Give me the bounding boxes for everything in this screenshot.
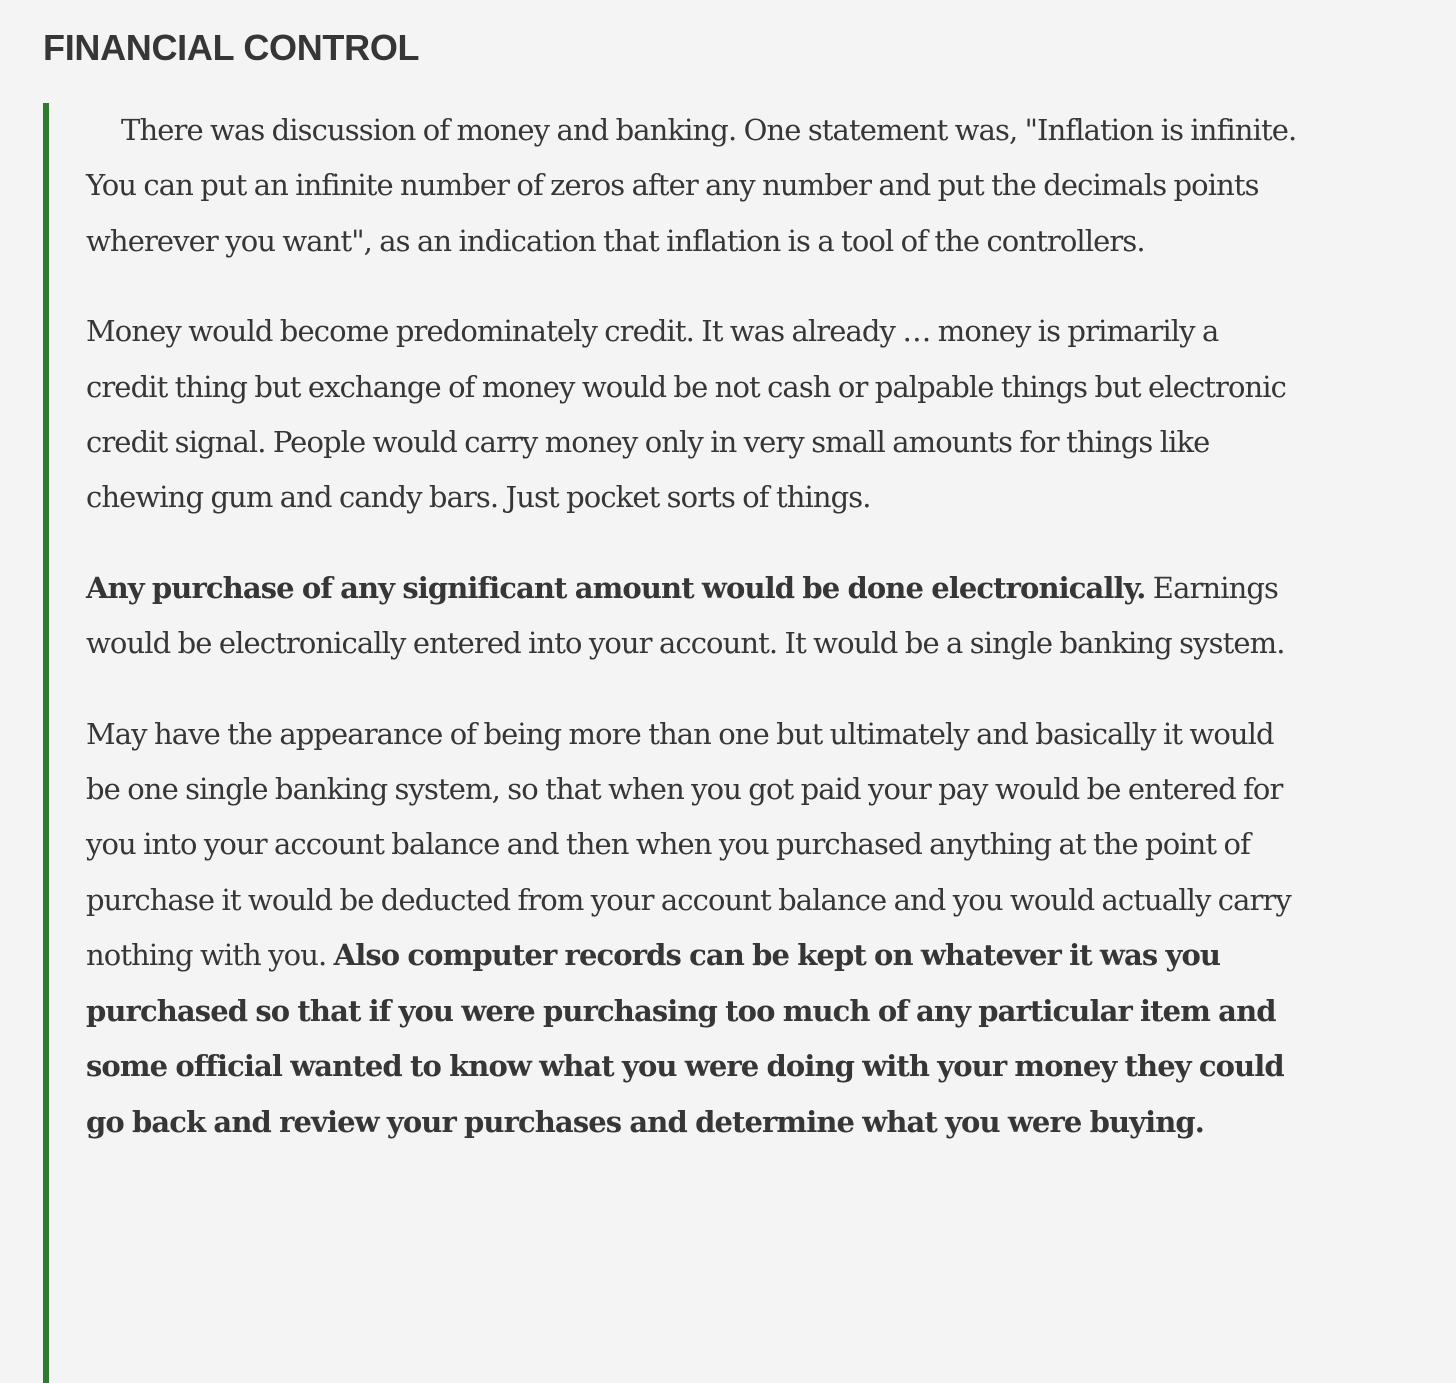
quote-paragraph-4-text: May have the appearance of being more than one but ultimately and basically it would be one single banking system, so that when you got paid your pay would be entered for you into your account balance and then when you purchased anything at the point of purchase it would be deducted from your account balance and you would actually carry nothing with you. [86,716,1291,973]
quote-paragraph-2: Money would become predominately credit. It was already … money is primarily a credit thing but exchange of money would be not cash or palpable things but electronic credit signal. People would carry money only in very small amounts for things like chewing gum and candy bars. Just pocket sorts of things. [86,314,1287,515]
quote-paragraph-4-bold: Also computer records can be kept on whatever it was you purchased so that if you were purchasing too much of any particular item and some official wanted to know what you were doing with your money they could go back and review your purchases and determine what you were buying. [86,938,1284,1139]
quote-paragraph-4 [86,707,1303,1150]
quote-paragraph-1: There was discussion of money and banking. One statement was, "Inflation is infinite. You can put an infinite number of zeros after any number and put the decimals points wherever you want", as an indication that inflation is a tool of the controllers. [86,113,1297,258]
blockquote [43,103,1303,1383]
quote-paragraph-3 [86,561,1303,672]
quote-paragraph-3-text: Earnings would be electronically entered into your account. It would be a single banking system. [86,570,1285,661]
quote-paragraph-3-bold: Any purchase of any significant amount would be done electronically. [86,570,1146,605]
section-heading: FINANCIAL CONTROL [43,27,420,68]
